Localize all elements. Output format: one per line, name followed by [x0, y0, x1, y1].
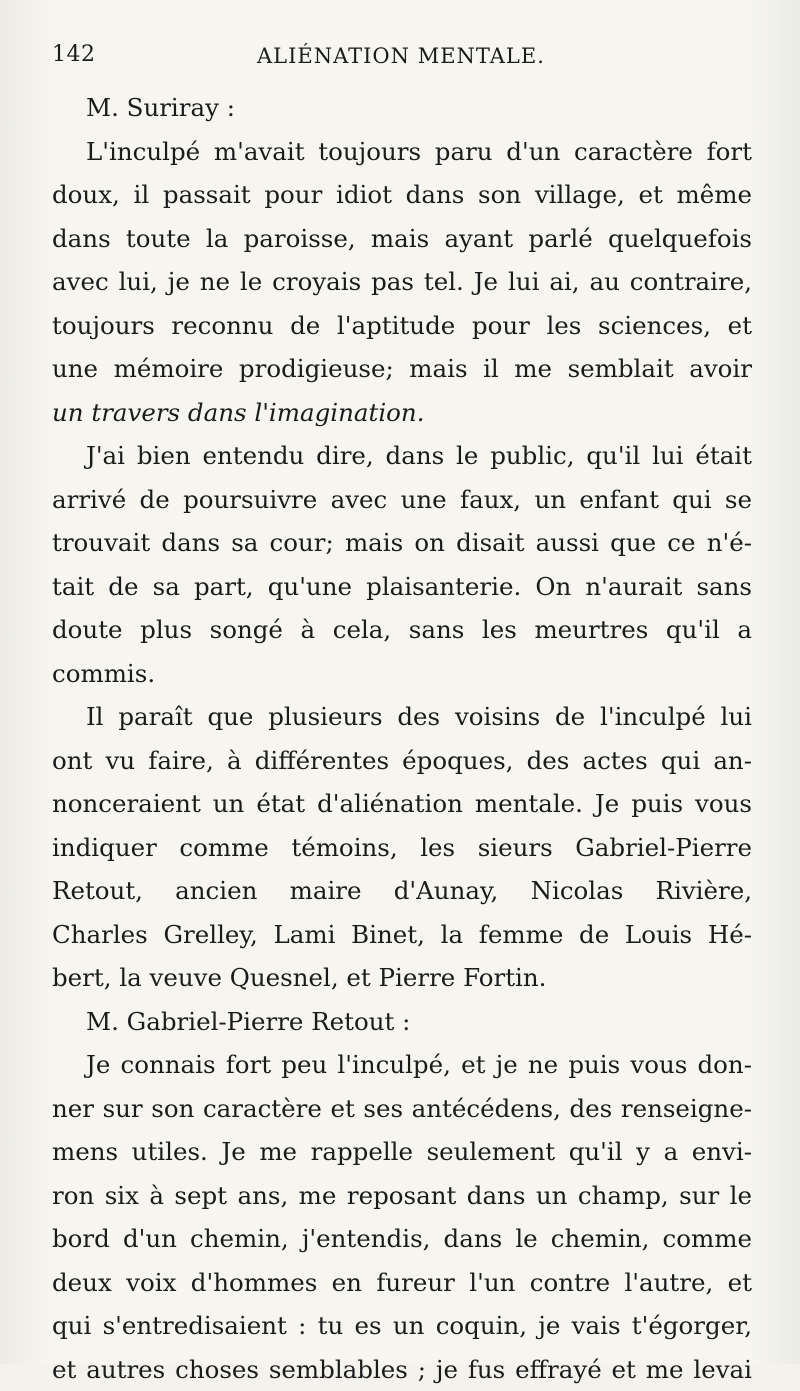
- text-line: mens utiles. Je me rappelle seulement qu'il y a envi-: [52, 1130, 752, 1174]
- text-line: tait de sa part, qu'une plaisanterie. On n'aurait sans: [52, 565, 752, 609]
- text-line: Il paraît que plusieurs des voisins de l'inculpé lui: [52, 695, 752, 739]
- text-line: bord d'un chemin, j'entendis, dans le chemin, comme: [52, 1217, 752, 1261]
- text-line: Retout, ancien maire d'Aunay, Nicolas Rivière,: [52, 869, 752, 913]
- text-line: ont vu faire, à différentes époques, des actes qui an-: [52, 739, 752, 783]
- text-line: Charles Grelley, Lami Binet, la femme de Louis Hé-: [52, 913, 752, 957]
- page-number: 142: [52, 42, 96, 67]
- text-line: toujours reconnu de l'aptitude pour les sciences, et: [52, 304, 752, 348]
- text-line: dans toute la paroisse, mais ayant parlé quelquefois: [52, 217, 752, 261]
- text-line: J'ai bien entendu dire, dans le public, qu'il lui était: [52, 434, 752, 478]
- text-line: Je connais fort peu l'inculpé, et je ne puis vous don-: [52, 1043, 752, 1087]
- text-line: commis.: [52, 652, 752, 696]
- text-line: ron six à sept ans, me reposant dans un champ, sur le: [52, 1174, 752, 1218]
- text-line: doux, il passait pour idiot dans son village, et même: [52, 173, 752, 217]
- body-text: [52, 86, 752, 1391]
- text-line: indiquer comme témoins, les sieurs Gabriel-Pierre: [52, 826, 752, 870]
- text-line: deux voix d'hommes en fureur l'un contre l'autre, et: [52, 1261, 752, 1305]
- text-line: bert, la veuve Quesnel, et Pierre Fortin.: [52, 956, 752, 1000]
- text-line: une mémoire prodigieuse; mais il me semblait avoir: [52, 347, 752, 391]
- text-line: nonceraient un état d'aliénation mentale. Je puis vous: [52, 782, 752, 826]
- text-line: ner sur son caractère et ses antécédens, des renseigne-: [52, 1087, 752, 1131]
- text-line: doute plus songé à cela, sans les meurtres qu'il a: [52, 608, 752, 652]
- text-line: avec lui, je ne le croyais pas tel. Je lui ai, au contraire,: [52, 260, 752, 304]
- text-line: M. Suriray :: [52, 86, 752, 130]
- text-line: un travers dans l'imagination.: [52, 391, 752, 435]
- text-line: arrivé de poursuivre avec une faux, un enfant qui se: [52, 478, 752, 522]
- text-line: M. Gabriel-Pierre Retout :: [52, 1000, 752, 1044]
- running-title: ALIÉNATION MENTALE.: [257, 44, 545, 68]
- text-line: et autres choses semblables ; je fus effrayé et me levai: [52, 1348, 752, 1391]
- page-header: [52, 42, 740, 76]
- text-line: L'inculpé m'avait toujours paru d'un caractère fort: [52, 130, 752, 174]
- text-line: qui s'entredisaient : tu es un coquin, je vais t'égorger,: [52, 1304, 752, 1348]
- text-line: trouvait dans sa cour; mais on disait aussi que ce n'é-: [52, 521, 752, 565]
